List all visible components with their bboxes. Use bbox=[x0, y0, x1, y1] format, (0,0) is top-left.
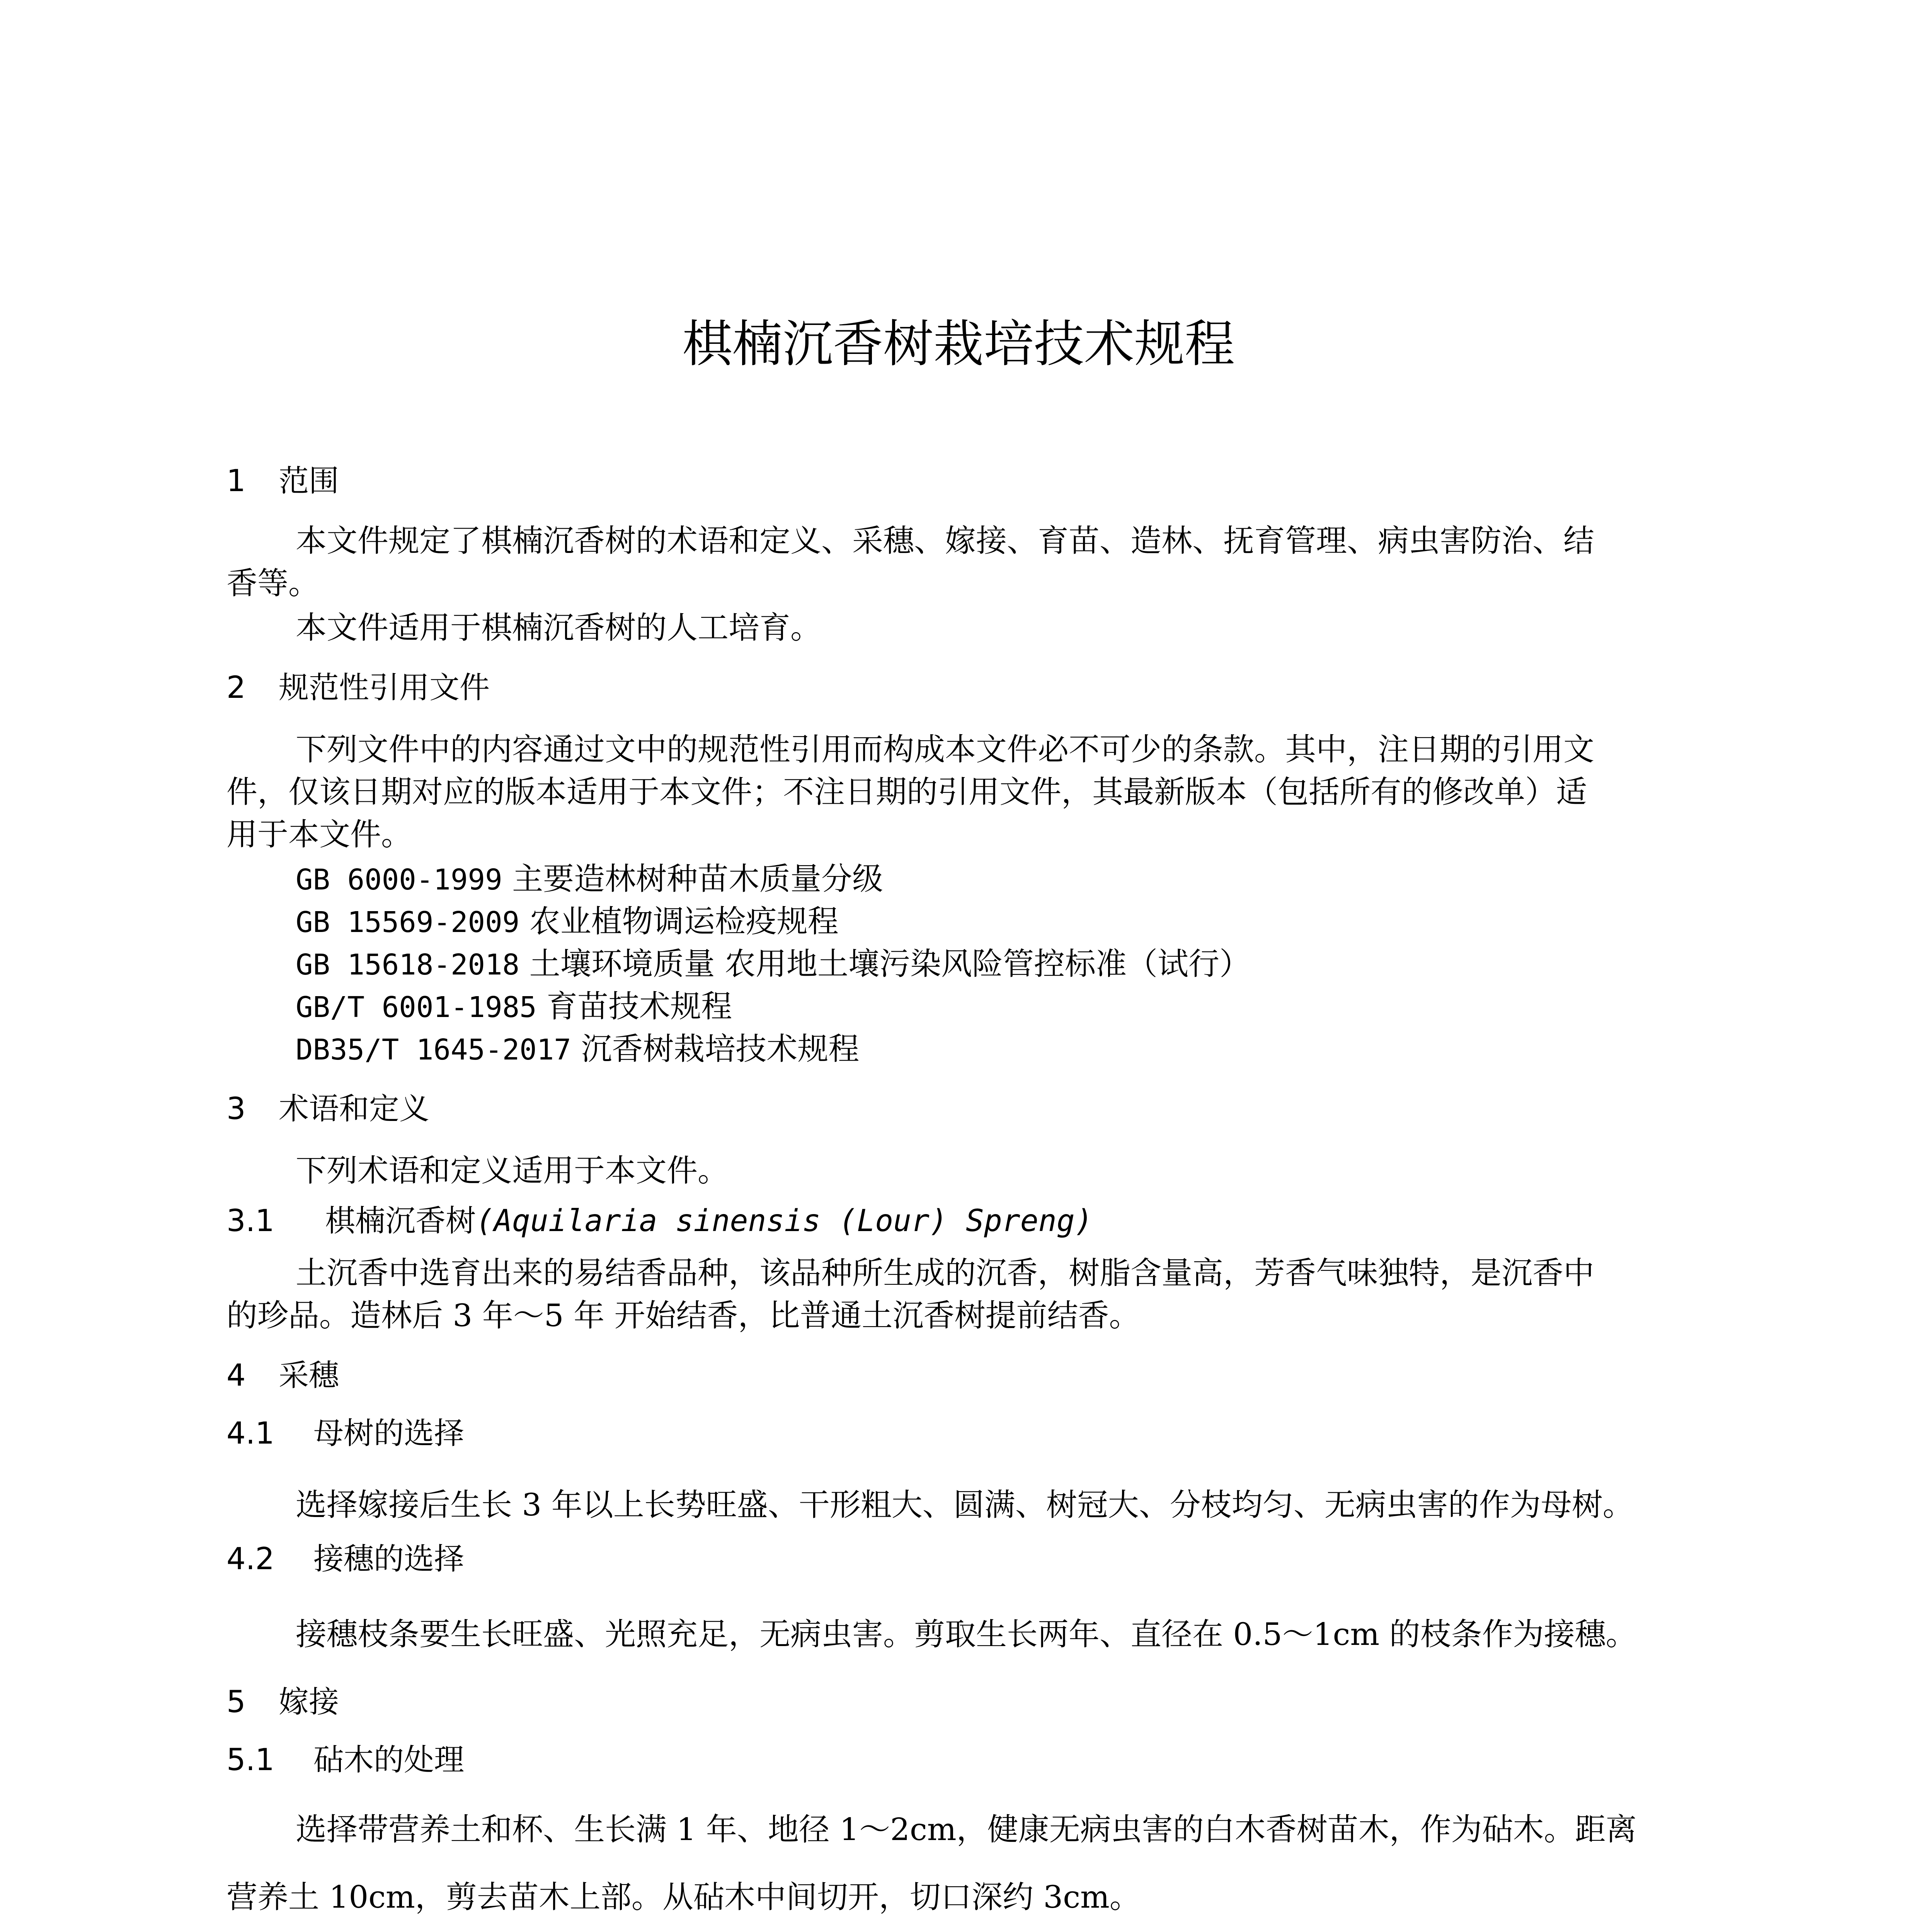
reference-item: GB 15569-2009 农业植物调运检疫规程 bbox=[296, 903, 839, 939]
reference-item: GB 15618-2018 土壤环境质量 农用地土壤污染风险管控标准（试行） bbox=[296, 946, 1251, 982]
section-heading-1: 1 范围 bbox=[226, 464, 339, 498]
reference-item: GB/T 6001-1985 育苗技术规程 bbox=[296, 988, 732, 1024]
paragraph: 本文件规定了棋楠沉香树的术语和定义、采穗、嫁接、育苗、造林、抚育管理、病虫害防治、结 bbox=[296, 523, 1594, 559]
paragraph: 接穗枝条要生长旺盛、光照充足，无病虫害。剪取生长两年、直径在 0.5～1cm 的枝条作为接穗。 bbox=[296, 1616, 1637, 1652]
section-heading-3: 3 术语和定义 bbox=[226, 1092, 430, 1126]
paragraph: 选择嫁接后生长 3 年以上长势旺盛、干形粗大、圆满、树冠大、分枝均匀、无病虫害的作为母树。 bbox=[296, 1487, 1634, 1523]
subsection-heading-4-1: 4.1 母树的选择 bbox=[226, 1416, 465, 1451]
paragraph-continuation: 的珍品。造林后 3 年～5 年 开始结香，比普通土沉香树提前结香。 bbox=[226, 1298, 1140, 1333]
reference-item: DB35/T 1645-2017 沉香树栽培技术规程 bbox=[296, 1031, 860, 1067]
page-title: 棋楠沉香树栽培技术规程 bbox=[682, 315, 1235, 373]
section-heading-4: 4 采穗 bbox=[226, 1358, 339, 1393]
latin-name: (Aquilaria sinensis (Lour) Spreng) bbox=[476, 1204, 1093, 1238]
paragraph: 下列文件中的内容通过文中的规范性引用而构成本文件必不可少的条款。其中，注日期的引用文 bbox=[296, 731, 1594, 767]
subsection-heading-5-2 bbox=[226, 1930, 464, 1932]
subsection-heading-4-2: 4.2 接穗的选择 bbox=[226, 1542, 465, 1577]
paragraph-continuation: 营养土 10cm，剪去苗木上部。从砧木中间切开，切口深约 3cm。 bbox=[226, 1879, 1141, 1915]
paragraph-continuation: 香等。 bbox=[226, 565, 319, 601]
paragraph: 下列术语和定义适用于本文件。 bbox=[296, 1153, 729, 1189]
subsection-heading-3-1: 3.1 棋楠沉香树(Aquilaria sinensis (Lour) Spreng) bbox=[226, 1204, 1093, 1238]
paragraph-continuation: 用于本文件。 bbox=[226, 816, 412, 852]
section-heading-5: 5 嫁接 bbox=[226, 1685, 339, 1719]
paragraph-continuation: 件，仅该日期对应的版本适用于本文件；不注日期的引用文件，其最新版本（包括所有的修改单）适 bbox=[226, 774, 1587, 810]
subsection-heading-5-1: 5.1 砧木的处理 bbox=[226, 1743, 465, 1777]
reference-item: GB 6000-1999 主要造林树种苗木质量分级 bbox=[296, 861, 884, 897]
section-heading-2: 2 规范性引用文件 bbox=[226, 670, 490, 705]
paragraph: 本文件适用于棋楠沉香树的人工培育。 bbox=[296, 610, 821, 646]
paragraph: 土沉香中选育出来的易结香品种，该品种所生成的沉香，树脂含量高，芳香气味独特，是沉香中 bbox=[296, 1255, 1594, 1291]
paragraph: 选择带营养土和杯、生长满 1 年、地径 1～2cm，健康无病虫害的白木香树苗木，作为砧木。距离 bbox=[296, 1811, 1637, 1847]
